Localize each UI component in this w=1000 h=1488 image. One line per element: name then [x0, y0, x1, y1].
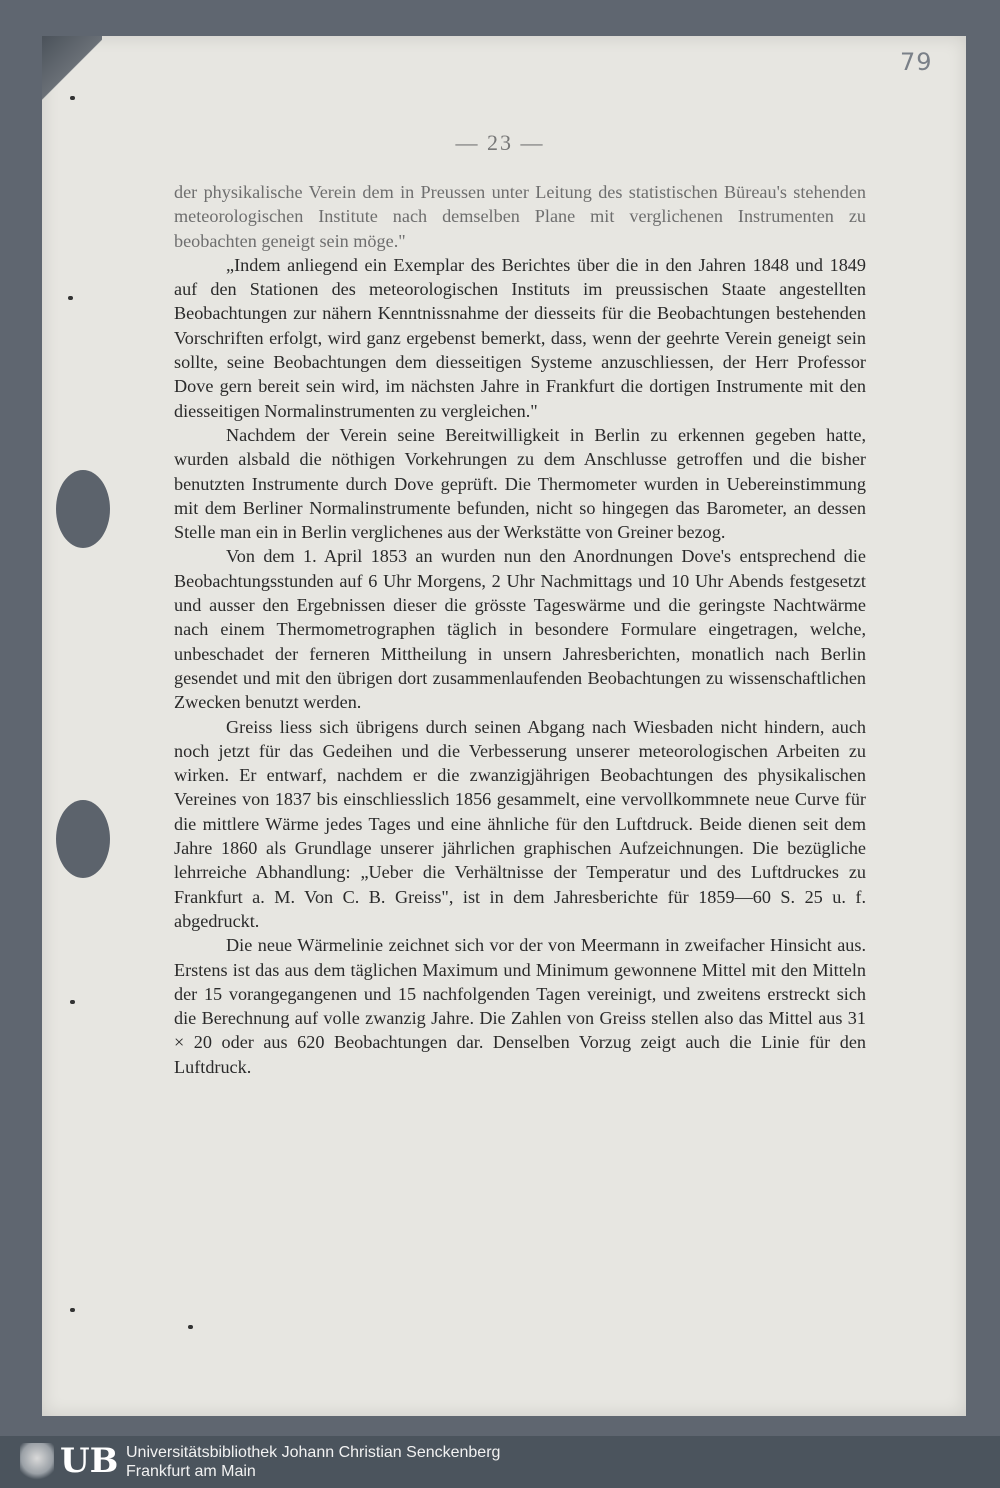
library-name-line2: Frankfurt am Main: [126, 1463, 256, 1480]
punch-hole-upper: [56, 470, 110, 548]
page-corner-fold: [42, 36, 102, 116]
library-logo: [20, 1443, 126, 1481]
paragraph: Die neue Wärmelinie zeichnet sich vor der von Meermann in zweifacher Hinsicht aus. Erstens ist das aus dem täglichen Maximum und Minimum gewonnene Mittel mit den Mitteln der 15 vorangegangenen und 15 nachfolgenden Tagen vereinigt, und zweitens erstreckt sich die Berechnung auf volle zwanzig Jahre. Die Zahlen von Greiss stellen also das Mittel aus 31 × 20 oder aus 620 Beobachtungen dar. Denselben Vorzug zeigt auch die Linie für den Luftdruck.: [174, 935, 866, 1077]
paragraph: Von dem 1. April 1853 an wurden nun den Anordnungen Dove's entsprechend die Beobachtungsstunden auf 6 Uhr Morgens, 2 Uhr Nachmittags und 10 Uhr Abends festgesetzt und ausser den Ergebnissen dieser die grösste Tageswärme und die geringste Nachtwärme nach einem Thermometrographen täglich in besondere Formulare eingetragen, welche, unbeschadet der ferneren Mittheilung in unsern Jahresberichten, monatlich nach Berlin gesendet und mit den übrigen dort zusammenlaufenden Beobachtungen zu wissenschaftlichen Zwecken benutzt werden.: [174, 546, 866, 713]
folio-mark: 79: [900, 48, 933, 76]
library-footer: [0, 1436, 1000, 1488]
margin-mark: [70, 96, 75, 100]
page-number: — 23 —: [455, 130, 545, 155]
punch-hole-lower: [56, 800, 110, 878]
logo-text: UB: [60, 1441, 119, 1481]
document-body: [174, 180, 866, 1079]
library-name: [126, 1443, 500, 1481]
library-name-line1: Universitätsbibliothek Johann Christian Senckenberg: [126, 1444, 501, 1461]
margin-mark: [70, 1308, 75, 1312]
margin-mark: [188, 1325, 193, 1329]
portrait-icon: [20, 1443, 54, 1481]
paragraph: Nachdem der Verein seine Bereitwilligkeit in Berlin zu erkennen gegeben hatte, wurden alsbald die nöthigen Vorkehrungen zu dem Anschlusse getroffen und die bisher benutzten Instrumente durch Dove geprüft. Die Thermometer wurden in Uebereinstimmung mit dem Berliner Normalinstrumente befunden, nicht so hingegen das Barometer, an dessen Stelle man ein in Berlin verglichenes aus der Werkstätte von Greiner bezog.: [174, 424, 866, 543]
margin-mark: [68, 296, 73, 300]
margin-mark: [70, 1000, 75, 1004]
paragraph: Greiss liess sich übrigens durch seinen Abgang nach Wiesbaden nicht hindern, auch noch jetzt für das Gedeihen und die Verbesserung unserer meteorologischen Arbeiten zu wirken. Er entwarf, nachdem er die zwanzigjährigen Beobachtungen des physikalischen Vereines von 1837 bis einschliesslich 1856 gesammelt, eine vervollkommnete neue Curve für die mittlere Wärme jedes Tages und eine ähnliche für den Luftdruck. Beide dienen seit dem Jahre 1860 als Grundlage unserer jährlichen graphischen Aufzeichnungen. Die bezügliche lehrreiche Abhandlung: „Ueber die Verhältnisse der Temperatur und des Luftdruckes zu Frankfurt a. M. Von C. B. Greiss", ist in dem Jahresberichte für 1859—60 S. 25 u. f. abgedruckt.: [174, 716, 866, 931]
paragraph: der physikalische Verein dem in Preussen unter Leitung des statistischen Büreau's stehenden meteorologischen Institute nach demselben Plane mit verglichenen Instrumenten zu beobachten geneigt sein möge.": [174, 182, 866, 251]
paragraph: „Indem anliegend ein Exemplar des Berichtes über die in den Jahren 1848 und 1849 auf den Stationen des meteorologischen Instituts im preussischen Staate angestellten Beobachtungen zur nähern Kenntnissnahme der diesseits für die Beobachtungen bestehenden Vorschriften erfolgt, wird ganz ergebenst bemerkt, dass, wenn der geehrte Verein geneigt sein sollte, seine Beobachtungen dem diesseitigen Systeme anzuschliessen, der Herr Professor Dove gern bereit sein wird, im nächsten Jahre in Frankfurt die dortigen Instrumente mit den diesseitigen Normalinstrumenten zu vergleichen.": [174, 254, 866, 421]
